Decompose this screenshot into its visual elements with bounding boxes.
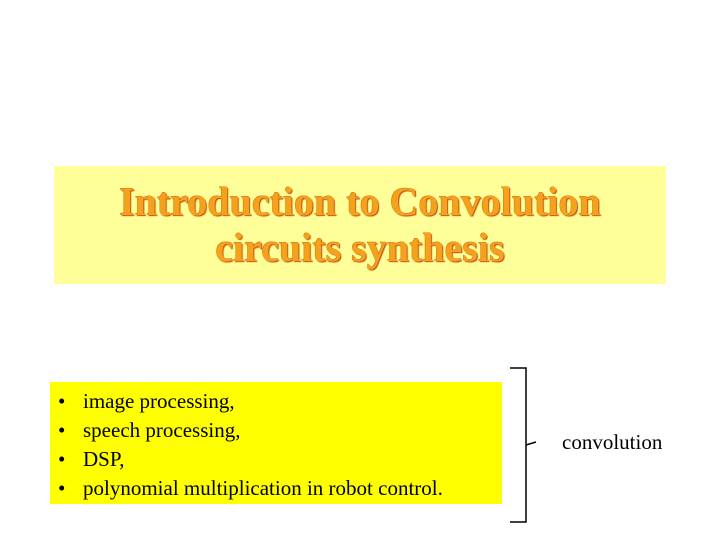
bullet-icon: • [58,418,66,442]
bullet-list [58,389,443,505]
convolution-label: convolution [562,430,663,454]
title-box [54,166,666,284]
list-item [58,389,443,418]
list-item-text: DSP, [83,447,125,471]
title-line-2: circuits synthesis [215,225,505,270]
right-bracket-icon [500,360,560,530]
title-line-1: Introduction to Convolution [119,179,601,224]
list-item [58,476,443,505]
list-item-text: polynomial multiplication in robot control. [83,476,443,500]
list-item-text: speech processing, [83,418,241,442]
bullet-icon: • [58,389,66,413]
bracket-path [510,368,536,522]
bullet-icon: • [58,476,66,500]
list-item [58,418,443,447]
list-item-text: image processing, [83,389,235,413]
bullet-icon: • [58,447,66,471]
list-item [58,447,443,476]
